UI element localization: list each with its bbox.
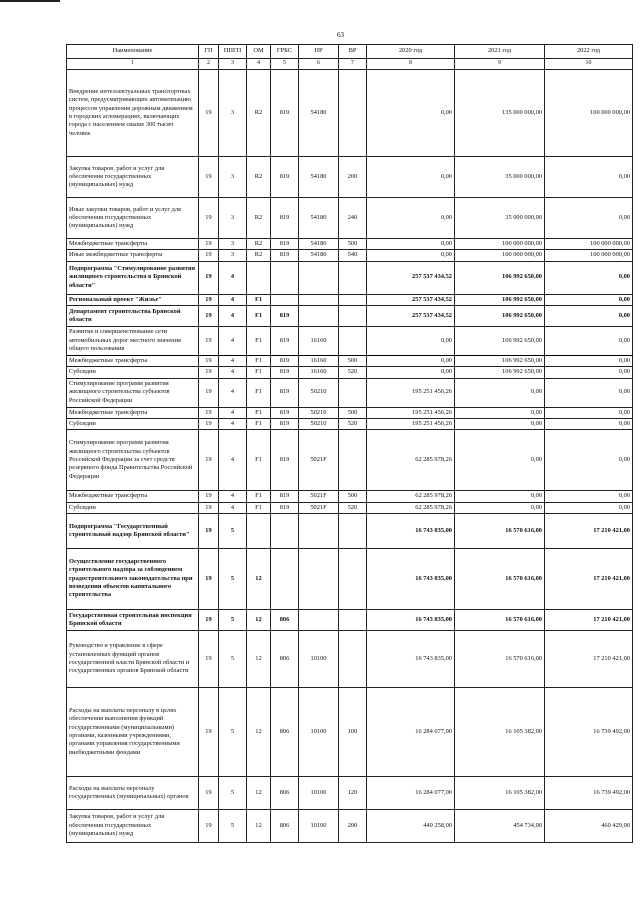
row-2020: 16 743 835,00 [367, 548, 455, 609]
table-row [67, 430, 633, 491]
row-vr: 520 [339, 418, 367, 429]
table-row [67, 294, 633, 305]
row-vr [339, 513, 367, 548]
row-vr: 540 [339, 250, 367, 261]
row-2020: 0,00 [367, 70, 455, 157]
row-gp: 19 [199, 294, 219, 305]
row-2022: 0,00 [545, 407, 633, 418]
row-grbs: 806 [271, 630, 299, 687]
row-name: Субсидии [67, 502, 199, 513]
row-om: R2 [247, 70, 271, 157]
col-number: 2 [199, 59, 219, 70]
row-ppgp: 4 [219, 418, 247, 429]
row-gp: 19 [199, 250, 219, 261]
row-2020: 257 537 434,52 [367, 261, 455, 294]
row-gp: 19 [199, 418, 219, 429]
table-row [67, 687, 633, 776]
row-2020: 0,00 [367, 198, 455, 239]
row-grbs: 819 [271, 305, 299, 326]
row-vr: 200 [339, 809, 367, 842]
row-grbs: 819 [271, 70, 299, 157]
row-name: Закупка товаров, работ и услуг для обеспечения государственных (муниципальных) нужд [67, 157, 199, 198]
row-2021: 35 000 000,00 [455, 198, 545, 239]
row-name: Подпрограмма "Государственный строительный надзор Брянской области" [67, 513, 199, 548]
row-vr [339, 430, 367, 491]
row-ppgp: 4 [219, 305, 247, 326]
table-row [67, 776, 633, 809]
table-row [67, 198, 633, 239]
table-row [67, 407, 633, 418]
column-number-row [67, 59, 633, 70]
row-vr [339, 305, 367, 326]
row-om: F1 [247, 294, 271, 305]
row-om: F1 [247, 305, 271, 326]
row-2022: 17 210 421,00 [545, 513, 633, 548]
row-vr [339, 548, 367, 609]
row-2021: 0,00 [455, 378, 545, 407]
page-number: 63 [337, 31, 344, 39]
row-2022: 17 210 421,00 [545, 630, 633, 687]
row-2021: 16 570 616,00 [455, 609, 545, 630]
row-om: F1 [247, 418, 271, 429]
budget-table [66, 44, 633, 843]
header-om: ОМ [247, 45, 271, 59]
row-gp: 19 [199, 326, 219, 355]
row-vr: 500 [339, 239, 367, 250]
row-name: Осуществление государственного строительного надзора за соблюдением градостроительного законодательства при возведении объектов капитального строительства [67, 548, 199, 609]
row-2020: 0,00 [367, 367, 455, 378]
row-om: R2 [247, 198, 271, 239]
row-name: Стимулирование программ развития жилищного строительства субъектов Российской Федерации [67, 378, 199, 407]
row-2022: 16 739 492,00 [545, 776, 633, 809]
row-grbs: 806 [271, 809, 299, 842]
header-gp: ГП [199, 45, 219, 59]
row-nr [299, 294, 339, 305]
row-om: F1 [247, 326, 271, 355]
row-2020: 0,00 [367, 326, 455, 355]
row-2021: 35 000 000,00 [455, 157, 545, 198]
row-om: 12 [247, 809, 271, 842]
row-grbs: 819 [271, 250, 299, 261]
row-om [247, 261, 271, 294]
row-2022: 0,00 [545, 261, 633, 294]
row-grbs: 819 [271, 326, 299, 355]
header-grbs: ГРБС [271, 45, 299, 59]
table-row [67, 157, 633, 198]
row-gp: 19 [199, 502, 219, 513]
row-ppgp: 4 [219, 502, 247, 513]
row-2021: 106 992 650,00 [455, 261, 545, 294]
row-ppgp: 4 [219, 491, 247, 502]
table-row [67, 355, 633, 366]
row-2020: 0,00 [367, 355, 455, 366]
row-nr: 10100 [299, 809, 339, 842]
row-2022: 100 000 000,00 [545, 250, 633, 261]
row-grbs [271, 294, 299, 305]
row-nr: 10100 [299, 687, 339, 776]
row-ppgp: 3 [219, 157, 247, 198]
row-name: Иные закупки товаров, работ и услуг для обеспечения государственных (муниципальных) нужд [67, 198, 199, 239]
row-vr: 200 [339, 157, 367, 198]
row-grbs: 806 [271, 609, 299, 630]
row-2020: 16 284 077,00 [367, 687, 455, 776]
row-name: Закупка товаров, работ и услуг для обеспечения государственных (муниципальных) нужд [67, 809, 199, 842]
row-gp: 19 [199, 198, 219, 239]
row-nr: 16160 [299, 367, 339, 378]
table-row [67, 326, 633, 355]
row-2020: 16 284 077,00 [367, 776, 455, 809]
row-2021: 0,00 [455, 418, 545, 429]
row-2022: 0,00 [545, 355, 633, 366]
row-2021: 106 992 650,00 [455, 326, 545, 355]
row-vr: 520 [339, 502, 367, 513]
row-2020: 0,00 [367, 239, 455, 250]
row-gp: 19 [199, 513, 219, 548]
row-name: Подпрограмма "Стимулирование развития жилищного строительства в Брянской области" [67, 261, 199, 294]
row-om: F1 [247, 502, 271, 513]
header-nr: НР [299, 45, 339, 59]
col-number: 3 [219, 59, 247, 70]
row-vr: 500 [339, 355, 367, 366]
row-2021: 106 992 650,00 [455, 367, 545, 378]
row-vr [339, 378, 367, 407]
row-gp: 19 [199, 430, 219, 491]
row-2021: 0,00 [455, 502, 545, 513]
row-nr: 5021F [299, 430, 339, 491]
row-gp: 19 [199, 355, 219, 366]
row-2022: 17 210 421,00 [545, 548, 633, 609]
row-grbs: 819 [271, 198, 299, 239]
row-2021: 100 000 000,00 [455, 239, 545, 250]
row-gp: 19 [199, 305, 219, 326]
row-om: R2 [247, 250, 271, 261]
header-2020: 2020 год [367, 45, 455, 59]
col-number: 4 [247, 59, 271, 70]
row-nr: 10100 [299, 776, 339, 809]
row-om: 12 [247, 776, 271, 809]
row-2022: 0,00 [545, 491, 633, 502]
row-vr: 240 [339, 198, 367, 239]
row-2020: 16 743 835,00 [367, 513, 455, 548]
row-ppgp: 5 [219, 630, 247, 687]
row-om: F1 [247, 378, 271, 407]
row-name: Развитие и совершенствование сети автомобильных дорог местного значения общего пользования [67, 326, 199, 355]
row-2022: 0,00 [545, 305, 633, 326]
row-ppgp: 4 [219, 378, 247, 407]
row-om: F1 [247, 407, 271, 418]
row-2022: 100 000 000,00 [545, 70, 633, 157]
row-name: Иные межбюджетные трансферты [67, 250, 199, 261]
row-nr [299, 548, 339, 609]
row-nr: 54180 [299, 250, 339, 261]
row-2020: 257 537 434,52 [367, 305, 455, 326]
row-nr: 16160 [299, 355, 339, 366]
row-ppgp: 5 [219, 809, 247, 842]
row-vr: 120 [339, 776, 367, 809]
row-om: 12 [247, 687, 271, 776]
row-vr: 100 [339, 687, 367, 776]
row-vr [339, 609, 367, 630]
row-grbs: 819 [271, 355, 299, 366]
row-om: R2 [247, 157, 271, 198]
row-nr: 50210 [299, 378, 339, 407]
row-2022: 0,00 [545, 378, 633, 407]
row-2021: 100 000 000,00 [455, 250, 545, 261]
row-2021: 16 105 382,00 [455, 776, 545, 809]
row-gp: 19 [199, 407, 219, 418]
row-2020: 257 537 434,52 [367, 294, 455, 305]
row-nr [299, 261, 339, 294]
row-ppgp: 5 [219, 548, 247, 609]
row-grbs: 819 [271, 378, 299, 407]
top-edge-line [0, 0, 60, 2]
row-nr: 16160 [299, 326, 339, 355]
header-ppgp: ППГП [219, 45, 247, 59]
row-grbs: 819 [271, 502, 299, 513]
row-om [247, 513, 271, 548]
row-nr: 54180 [299, 70, 339, 157]
row-ppgp: 3 [219, 250, 247, 261]
row-2021: 0,00 [455, 491, 545, 502]
row-nr: 5021F [299, 502, 339, 513]
table-row [67, 609, 633, 630]
table-row [67, 548, 633, 609]
row-om: 12 [247, 609, 271, 630]
row-ppgp: 5 [219, 609, 247, 630]
row-gp: 19 [199, 239, 219, 250]
row-2021: 454 734,00 [455, 809, 545, 842]
header-row [67, 45, 633, 59]
row-gp: 19 [199, 776, 219, 809]
row-name: Государственная строительная инспекция Брянской области [67, 609, 199, 630]
row-om: F1 [247, 367, 271, 378]
row-2020: 62 285 978,26 [367, 430, 455, 491]
row-ppgp: 4 [219, 430, 247, 491]
row-name: Расходы на выплаты персоналу государственных (муниципальных) органов [67, 776, 199, 809]
row-ppgp: 4 [219, 294, 247, 305]
table-row [67, 378, 633, 407]
row-nr [299, 609, 339, 630]
row-grbs: 819 [271, 239, 299, 250]
col-number: 10 [545, 59, 633, 70]
row-2022: 17 210 421,00 [545, 609, 633, 630]
header-2022: 2022 год [545, 45, 633, 59]
row-2022: 460 429,00 [545, 809, 633, 842]
row-ppgp: 3 [219, 239, 247, 250]
row-gp: 19 [199, 367, 219, 378]
row-name: Межбюджетные трансферты [67, 491, 199, 502]
row-grbs [271, 548, 299, 609]
table-row [67, 418, 633, 429]
table-row [67, 305, 633, 326]
row-2020: 195 251 456,26 [367, 407, 455, 418]
row-2022: 0,00 [545, 430, 633, 491]
row-2020: 0,00 [367, 250, 455, 261]
row-vr: 500 [339, 491, 367, 502]
row-2021: 16 570 616,00 [455, 513, 545, 548]
row-name: Руководство и управление в сфере установленных функций органов государственной власти Брянской области и государственных органов Брянской области [67, 630, 199, 687]
row-2021: 106 992 650,00 [455, 294, 545, 305]
row-2022: 0,00 [545, 294, 633, 305]
row-2020: 62 285 978,26 [367, 502, 455, 513]
row-om: F1 [247, 430, 271, 491]
row-2021: 135 000 000,00 [455, 70, 545, 157]
table-row [67, 250, 633, 261]
row-ppgp: 4 [219, 367, 247, 378]
row-2020: 16 743 835,00 [367, 609, 455, 630]
row-name: Региональный проект "Жилье" [67, 294, 199, 305]
row-gp: 19 [199, 70, 219, 157]
row-2022: 0,00 [545, 157, 633, 198]
row-2022: 100 000 000,00 [545, 239, 633, 250]
header-name: Наименование [67, 45, 199, 59]
row-gp: 19 [199, 630, 219, 687]
table-row [67, 367, 633, 378]
row-2021: 16 570 616,00 [455, 630, 545, 687]
row-ppgp: 4 [219, 326, 247, 355]
row-nr: 54180 [299, 198, 339, 239]
row-vr [339, 630, 367, 687]
row-om: R2 [247, 239, 271, 250]
col-number: 1 [67, 59, 199, 70]
table-row [67, 239, 633, 250]
row-gp: 19 [199, 378, 219, 407]
row-om: F1 [247, 491, 271, 502]
row-nr: 54180 [299, 157, 339, 198]
row-nr: 50210 [299, 418, 339, 429]
row-grbs: 806 [271, 776, 299, 809]
row-2022: 0,00 [545, 326, 633, 355]
row-2022: 0,00 [545, 418, 633, 429]
row-2020: 62 285 978,26 [367, 491, 455, 502]
row-2021: 16 570 616,00 [455, 548, 545, 609]
row-nr: 50210 [299, 407, 339, 418]
row-nr [299, 513, 339, 548]
row-gp: 19 [199, 157, 219, 198]
row-gp: 19 [199, 609, 219, 630]
row-grbs [271, 513, 299, 548]
row-2022: 0,00 [545, 367, 633, 378]
row-nr: 5021F [299, 491, 339, 502]
col-number: 9 [455, 59, 545, 70]
row-2021: 0,00 [455, 430, 545, 491]
row-ppgp: 5 [219, 687, 247, 776]
row-nr: 10100 [299, 630, 339, 687]
row-grbs: 819 [271, 418, 299, 429]
row-2020: 0,00 [367, 157, 455, 198]
header-2021: 2021 год [455, 45, 545, 59]
row-ppgp: 3 [219, 198, 247, 239]
table-row [67, 513, 633, 548]
table-row [67, 809, 633, 842]
row-2020: 195 251 456,26 [367, 378, 455, 407]
row-2020: 195 251 456,26 [367, 418, 455, 429]
row-2022: 0,00 [545, 198, 633, 239]
row-name: Департамент строительства Брянской области [67, 305, 199, 326]
row-vr [339, 261, 367, 294]
row-2021: 16 105 382,00 [455, 687, 545, 776]
row-grbs: 819 [271, 157, 299, 198]
row-vr: 520 [339, 367, 367, 378]
row-om: 12 [247, 548, 271, 609]
table-body [67, 70, 633, 843]
row-2021: 106 992 650,00 [455, 305, 545, 326]
row-name: Внедрение интеллектуальных транспортных систем, предусматривающих автоматизацию процессов управления дорожным движением в городских агломерациях, включающих города с населением свыше 300 тысяч человек [67, 70, 199, 157]
row-2022: 16 739 492,00 [545, 687, 633, 776]
table-row [67, 261, 633, 294]
row-om: F1 [247, 355, 271, 366]
row-vr [339, 70, 367, 157]
row-grbs: 819 [271, 407, 299, 418]
row-vr: 500 [339, 407, 367, 418]
row-name: Расходы на выплаты персоналу в целях обеспечения выполнения функций государственными (муниципальными) органами, казенными учреждениями, органами управления государственными внебюджетными фондами [67, 687, 199, 776]
row-grbs: 806 [271, 687, 299, 776]
row-ppgp: 4 [219, 407, 247, 418]
row-name: Стимулирование программ развития жилищного строительства субъектов Российской Федерации за счет средств резервного фонда Правительства Российской Федерации [67, 430, 199, 491]
row-name: Межбюджетные трансферты [67, 355, 199, 366]
row-name: Межбюджетные трансферты [67, 407, 199, 418]
table-row [67, 630, 633, 687]
header-vr: ВР [339, 45, 367, 59]
row-gp: 19 [199, 261, 219, 294]
table-row [67, 491, 633, 502]
row-2021: 106 992 650,00 [455, 355, 545, 366]
row-ppgp: 5 [219, 513, 247, 548]
row-nr [299, 305, 339, 326]
row-2020: 16 743 835,00 [367, 630, 455, 687]
row-gp: 19 [199, 809, 219, 842]
row-2021: 0,00 [455, 407, 545, 418]
row-grbs [271, 261, 299, 294]
row-gp: 19 [199, 687, 219, 776]
row-name: Межбюджетные трансферты [67, 239, 199, 250]
row-nr: 54180 [299, 239, 339, 250]
table-row [67, 502, 633, 513]
row-gp: 19 [199, 491, 219, 502]
row-ppgp: 3 [219, 70, 247, 157]
row-name: Субсидии [67, 367, 199, 378]
col-number: 5 [271, 59, 299, 70]
row-vr [339, 326, 367, 355]
row-vr [339, 294, 367, 305]
row-grbs: 819 [271, 430, 299, 491]
row-om: 12 [247, 630, 271, 687]
row-2022: 0,00 [545, 502, 633, 513]
row-name: Субсидии [67, 418, 199, 429]
table-row [67, 70, 633, 157]
col-number: 8 [367, 59, 455, 70]
row-grbs: 819 [271, 367, 299, 378]
row-2020: 449 258,00 [367, 809, 455, 842]
row-gp: 19 [199, 548, 219, 609]
row-ppgp: 4 [219, 355, 247, 366]
row-ppgp: 4 [219, 261, 247, 294]
col-number: 7 [339, 59, 367, 70]
col-number: 6 [299, 59, 339, 70]
row-grbs: 819 [271, 491, 299, 502]
row-ppgp: 5 [219, 776, 247, 809]
